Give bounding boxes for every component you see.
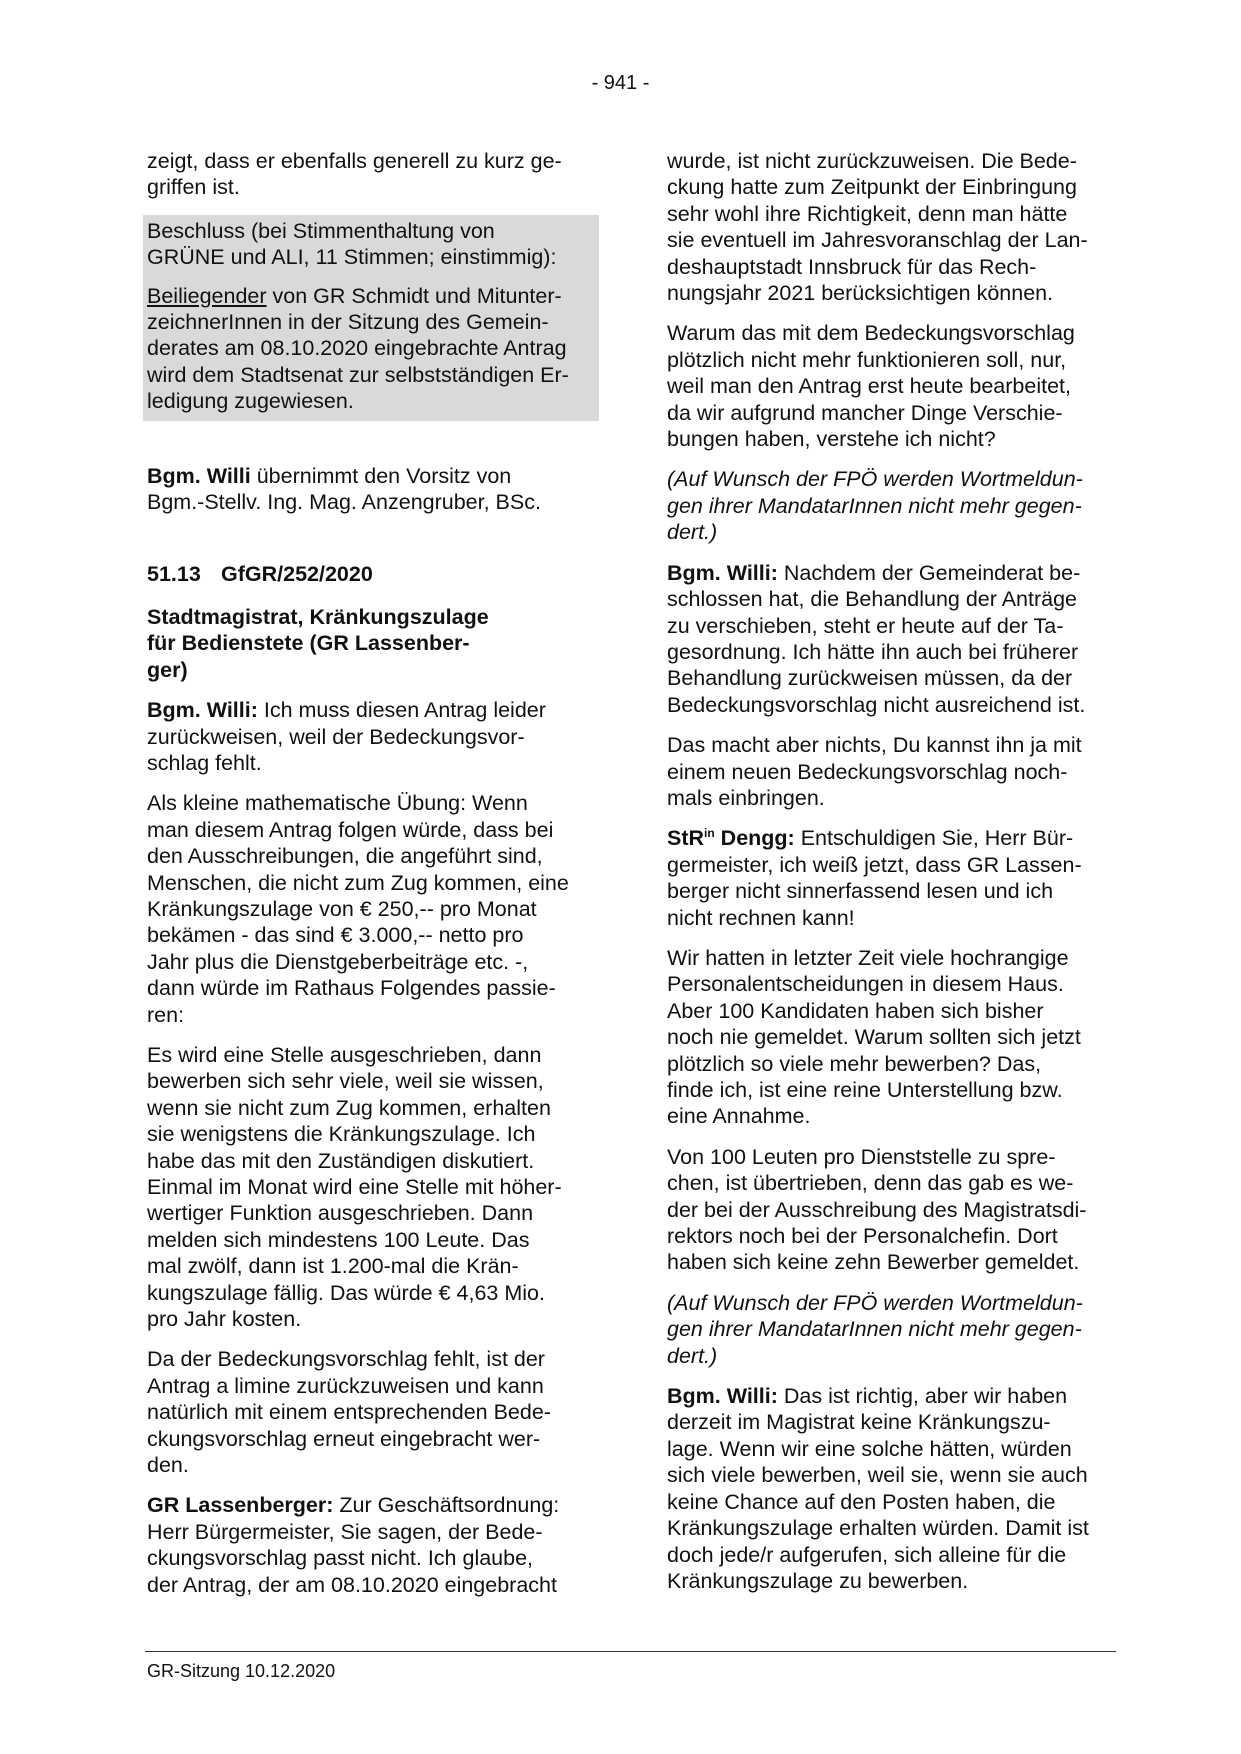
speaker-name: Bgm. Willi [147,463,251,488]
left-column [147,148,599,1612]
decision-underlined-word: Beiliegender [147,283,267,308]
paragraph-personnel: Wir hatten in letzter Zeit viele hochrangige Personalentscheidungen in diesem Haus. Aber 100 Kandidaten haben sich bisher noch nie gemeldet. Warum sollten sich jetzt plötzlich so viele mehr bewerben? Das, finde ich, ist eine reine Unterstellung bzw. eine Annahme. [667,945,1081,1129]
paragraph-resubmit: Das macht aber nichts, Du kannst ihn ja mit einem neuen Bedeckungsvorschlag noch- mals einbringen. [667,733,1082,810]
agenda-item-title: Stadtmagistrat, Kränkungszulage für Bedienstete (GR Lassenber- ger) [147,604,489,682]
paragraph-math-exercise: Als kleine mathematische Übung: Wenn man diesem Antrag folgen würde, dass bei den Ausschreibungen, die angeführt sind, Menschen, die nicht zum Zug kommen, eine Kränkungszulage von € 250,-- pro Monat bekämen - das sind € 3.000,-- netto pro Jahr plus die Dienstgeberbeiträge etc. -, dann würde im Rathaus Folgendes passie- ren: [147,791,569,1027]
editorial-note-2: (Auf Wunsch der FPÖ werden Wortmeldun- gen ihrer MandatarInnen nicht mehr gegen- dert.) [667,1290,1083,1368]
intro-paragraph: zeigt, dass er ebenfalls generell zu kurz ge- griffen ist. [147,149,562,200]
speaker-name: GR Lassenberger: [147,1493,334,1518]
editorial-note-1: (Auf Wunsch der FPÖ werden Wortmeldun- gen ihrer MandatarInnen nicht mehr gegen- dert.) [667,467,1083,545]
agenda-item-number: 51.13 [147,562,201,587]
agenda-item-heading [147,561,599,587]
decision-box [143,215,599,421]
speaker-name: Bgm. Willi: [667,1384,778,1409]
decision-body: Beiliegender von GR Schmidt und Mitunter- zeichnerInnen in der Sitzung des Gemein- derates am 08.10.2020 eingebrachte Antrag wird dem Stadtsenat zur selbstständigen Er- ledigung zugewiesen. [147,283,569,414]
paragraph-job-posting: Es wird eine Stelle ausgeschrieben, dann bewerben sich sehr viele, weil sie wissen, wenn sie nicht zum Zug kommen, erhalten sie wenigstens die Kränkungszulage. Ich habe das mit den Zuständigen diskutiert. Einmal im Monat wird eine Stelle mit höher- wertiger Funktion ausgeschrieben. Dann melden sich mindestens 100 Leute. Das mal zwölf, dann ist 1.200-mal die Krän- kungszulage fällig. Das würde € 4,63 Mio. pro Jahr kosten. [147,1042,562,1332]
speaker-name: Bgm. Willi: [667,560,778,585]
speaker-name: Bgm. Willi: [147,698,258,723]
decision-title: Beschluss (bei Stimmenthaltung von GRÜNE und ALI, 11 Stimmen; einstimmig): [147,218,557,270]
paragraph-willi-2: Bgm. Willi: Nachdem der Gemeinderat be- schlossen hat, die Behandlung der Anträge zu verschieben, steht er heute auf der Ta- gesordnung. Ich hätte ihn auch bei früherer Behandlung zurückweisen müssen, da der Bedeckungsvorschlag nicht ausreichend ist. [667,560,1086,717]
paragraph-willi-1: Bgm. Willi: Ich muss diesen Antrag leider zurückweisen, weil der Bedeckungsvor- schlag fehlt. [147,698,546,775]
paragraph-willi-3: Bgm. Willi: Das ist richtig, aber wir haben derzeit im Magistrat keine Kränkungszu- lage. Wenn wir eine solche hätten, würden sich viele bewerben, weil sie, wenn sie auch keine Chance auf den Posten haben, die Kränkungszulage erhalten würden. Damit ist doch jede/r aufgerufen, sich alleine für die Kränkungszulage zu bewerben. [667,1384,1089,1593]
footer-session-date: GR-Sitzung 10.12.2020 [147,1661,336,1681]
agenda-item-code: GfGR/252/2020 [221,562,373,587]
chair-change-paragraph: Bgm. Willi übernimmt den Vorsitz von Bgm.-Stellv. Ing. Mag. Anzengruber, BSc. [147,463,541,515]
paragraph-exaggerated: Von 100 Leuten pro Dienststelle zu spre- chen, ist übertrieben, denn das gab es we- der bei der Ausschreibung des Magistratsdi- rektors noch bei der Personalchefin. Dort haben sich keine zehn Bewerber gemeldet. [667,1144,1087,1275]
paragraph-dengg: StR$^{in}$ Dengg: Entschuldigen Sie, Herr Bür- germeister, ich weiß jetzt, dass GR Lassen- berger nicht sinnerfassend lesen und ich nicht rechnen kann! [667,826,1082,930]
speaker-name: StR$^{in}$ Dengg: [667,826,795,851]
paragraph-continuation: wurde, ist nicht zurückzuweisen. Die Bede- ckung hatte zum Zeitpunkt der Einbringung sehr wohl ihre Richtigkeit, denn man hätte sie eventuell im Jahresvoranschlag der Lan- deshauptstadt Innsbruck für das Rech- nungsjahr 2021 berücksichtigen können. [667,149,1088,306]
paragraph-lassenberger: GR Lassenberger: Zur Geschäftsordnung: Herr Bürgermeister, Sie sagen, der Bede- ckungsvorschlag passt nicht. Ich glaube, der Antrag, der am 08.10.2020 eingebracht [147,1493,560,1597]
footer-divider [145,1651,1116,1652]
right-column [667,148,1117,1608]
paragraph-question: Warum das mit dem Bedeckungsvorschlag plötzlich nicht mehr funktionieren soll, nur, weil man den Antrag erst heute bearbeitet, da wir aufgrund mancher Dinge Verschie- bungen haben, verstehe ich nicht? [667,321,1075,452]
page-number: - 941 - [591,72,650,94]
paragraph-rejection: Da der Bedeckungsvorschlag fehlt, ist der Antrag a limine zurückzuweisen und kann natürlich mit einem entsprechenden Bede- ckungsvorschlag erneut eingebracht wer- den. [147,1347,551,1478]
